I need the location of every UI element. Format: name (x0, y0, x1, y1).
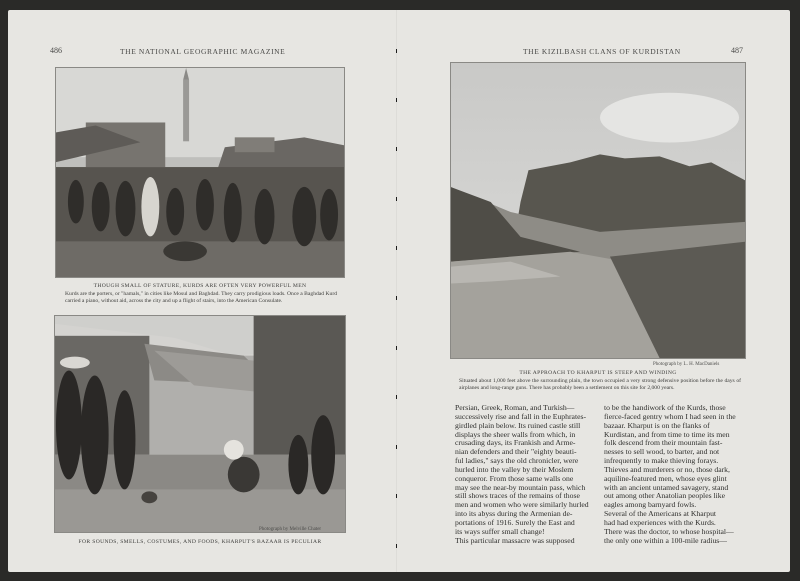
text-line: Thieves and murderers or no, those dark, (604, 464, 730, 474)
running-head: THE KIZILBASH CLANS OF KURDISTAN (523, 47, 681, 56)
text-line: nesses to sell wood, to barter, and not (604, 447, 720, 457)
kharput-approach-photo (450, 62, 746, 359)
text-line: hurled into the valley by their Moslem (455, 464, 574, 474)
page-number: 486 (50, 46, 62, 55)
photo-caption: FOR SOUNDS, SMELLS, COSTUMES, AND FOODS, KHARPUT'S BAZAAR IS PECULIAR (78, 539, 322, 545)
text-line: conqueror. From those same walls one (455, 473, 574, 483)
text-line: infrequently to make thieving forays. (604, 456, 719, 466)
text-line: portations of 1916. Surely the East and (455, 517, 575, 527)
right-page (397, 10, 790, 572)
text-line: its ways suffer small change! (455, 526, 545, 536)
text-line: ful ladies," says the old chronicler, were (455, 456, 579, 466)
text-line: eagles among barnyard fowls. (604, 500, 697, 510)
kurdish-porters-photo (55, 67, 345, 278)
text-line: the only one within a 100-mile radius— (604, 535, 727, 545)
text-line: displays the sheer walls from which, in (455, 429, 576, 439)
photo-caption: THOUGH SMALL OF STATURE, KURDS ARE OFTEN VERY POWERFUL MEN (93, 283, 307, 289)
text-line: men and women who were similarly hurled (455, 500, 589, 510)
text-line: with an ancient untamed savagery, stand (604, 482, 729, 492)
text-line: successively rise and fall in the Euphrates- (455, 411, 587, 421)
photo-caption: THE APPROACH TO KHARPUT IS STEEP AND WINDING (519, 370, 677, 376)
text-line: This particular massacre was supposed (455, 535, 575, 545)
text-line: may see the near-by mountain pass, which (455, 482, 586, 492)
text-line: Persian, Greek, Roman, and Turkish— (455, 403, 575, 412)
text-line: into its abyss during the Armenian de- (455, 509, 573, 519)
text-line: Several of the Americans at Kharput (604, 509, 717, 519)
text-line: There was the doctor, to whose hospital— (604, 526, 734, 536)
text-line: folk descend from their mountain fast- (604, 438, 723, 448)
text-line: out among other Anatolian peoples like (604, 491, 726, 501)
running-head: THE NATIONAL GEOGRAPHIC MAGAZINE (120, 47, 286, 56)
text-line: girdled plain below. Its ruined castle still (455, 420, 581, 430)
photo-credit: Photograph by Melville Chater (259, 527, 322, 532)
text-line: still shows traces of the remains of those (455, 491, 580, 501)
text-line: aquiline-featured men, whose eyes glint (604, 473, 727, 483)
body-text-column-right (604, 404, 746, 546)
photo-credit: Photograph by L. H. MacDaniels (653, 362, 720, 367)
page-number: 487 (731, 46, 743, 55)
text-line: fierce-faced gentry whom I had seen in the (604, 411, 736, 421)
text-line: bazaar. Kharput is on the flanks of (604, 420, 710, 430)
photo-subcaption: Situated about 1,000 feet above the surrounding plain, the town occupied a very strong defensive position before the days of airplanes and long-range guns. There has probably been a settlement on this site for 2,000 years. (459, 378, 741, 392)
left-page (8, 10, 396, 572)
text-line: to be the handiwork of the Kurds, those (604, 403, 726, 412)
text-line: Kurdistan, and from time to time its men (604, 429, 730, 439)
text-line: crusading days, its Frankish and Arme- (455, 438, 576, 448)
kharput-bazaar-photo (54, 315, 346, 533)
text-line: had had experiences with the Kurds. (604, 517, 716, 527)
photo-subcaption: Kurds are the porters, or "hamals," in cities like Mosul and Baghdad. They carry prodigious loads. Once a Baghdad Kurd carried a piano, without aid, across the city and up a flight of stairs, into the American Consulate. (65, 291, 337, 305)
body-text-column-left (455, 404, 597, 546)
text-line: nian defenders and their "eighty beauti- (455, 447, 577, 457)
